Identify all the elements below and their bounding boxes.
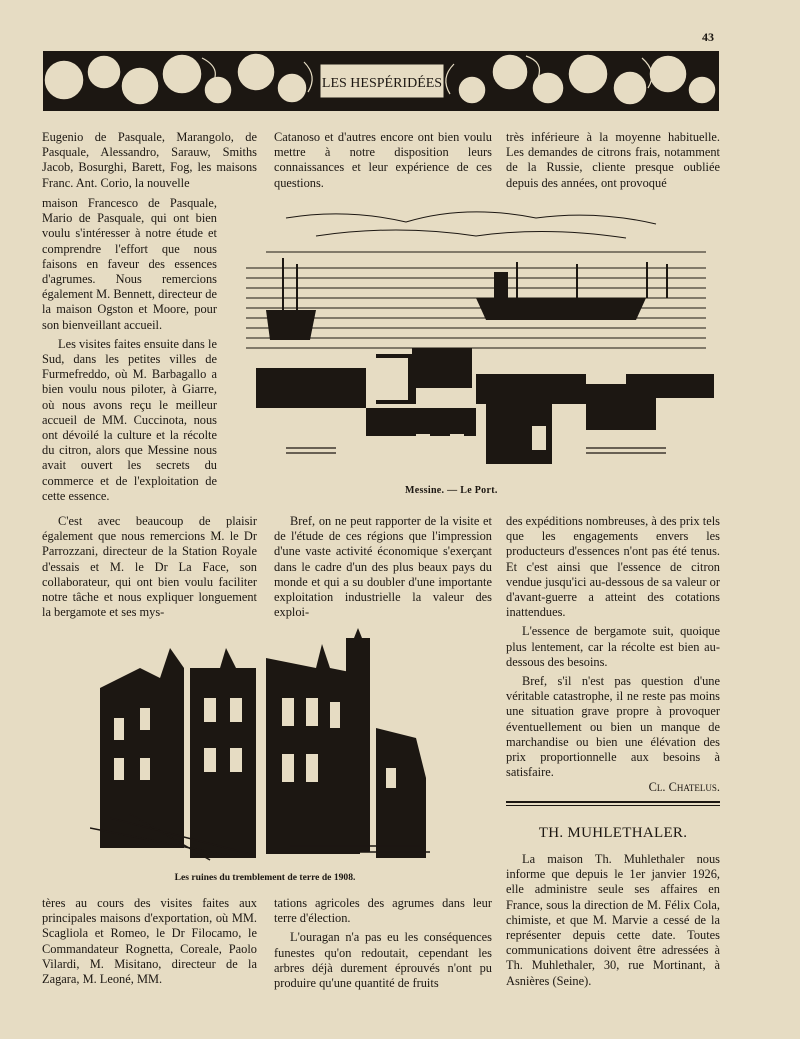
ruins-illustration (90, 628, 440, 862)
paragraph: maison Francesco de Pasquale, Mario de Pasquale, qui ont bien voulu s'intéresser à notre étude et comprendre l'effort que nous faisons en faveur des essences d'agrumes. Nous remercions également M. Bennett, directeur de la maison Ogston et Moore, pour son bienveillant accueil. (42, 196, 217, 332)
port-illustration (226, 198, 720, 472)
header-banner (42, 50, 720, 112)
column2-bottom-text (274, 896, 492, 991)
paragraph: L'essence de bergamote suit, quoique plus lentement, car la récolte est bien au-dessous des besoins. (506, 624, 720, 669)
paragraph: Eugenio de Pasquale, Marangolo, de Pasquale, Alessandro, Sarauw, Smiths Jacob, Bosurghi, Barett, Fog, les maisons Franc. Ant. Corio, la nouvelle (42, 130, 257, 190)
paragraph: tères au cours des visites faites aux principales maisons d'exportation, où MM. Scagliola et Romeo, le Dr Filocamo, le Commandateur Rognetta, Coreale, Paolo Vilardi, M. Misitano, directeur de la Zagara, M. Leoné, MM. (42, 896, 257, 987)
section-divider (506, 801, 720, 803)
paragraph: Les visites faites ensuite dans le Sud, dans les petites villes de Furmefreddo, où M. Barbagallo a bien voulu nous piloter, à Giarre, où nous avons reçu le meilleur accueil de MM. Cuccinota, nous ont dévoilé la culture et la récolte du citron, alors que Messine nous avait ouvert les secrets du commerce et de l'exploitation de cette essence. (42, 336, 217, 503)
column2-top-text (274, 130, 492, 191)
citrus-banner-illustration (42, 50, 720, 112)
column2-middle-band (274, 514, 492, 620)
paragraph: Catanoso et d'autres encore ont bien voulu mettre à notre disposition leurs connaissances et leur expérience de ces questions. (274, 130, 492, 190)
column1-bottom-text (42, 896, 257, 987)
paragraph: C'est avec beaucoup de plaisir également que nous remercions M. le Dr Parrozzani, directeur de la Station Royale d'essais et M. le Dr La Face, son collaborateur, qui ont bien voulu faciliter notre tâche et nous expliquer longuement la bergamote et ses mys- (42, 514, 257, 620)
paragraph: très inférieure à la moyenne habituelle. Les demandes de citrons frais, notamment de la Russie, cliente presque oubliée depuis des années, ont provoqué (506, 130, 720, 190)
column3-middle-band (506, 514, 720, 796)
section-divider (506, 805, 720, 806)
paragraph: tations agricoles des agrumes dans leur terre d'élection. (274, 896, 492, 926)
ruins-caption: Les ruines du tremblement de terre de 1908. (174, 872, 356, 883)
column1-middle-band (42, 514, 257, 620)
column3-bottom-text (506, 852, 720, 989)
signature: Cl. Chatelus. (648, 780, 720, 795)
column3-top-text (506, 130, 720, 191)
paragraph: L'ouragan n'a pas eu les conséquences funestes qu'on redoutait, cependant les arbres déjà durement éprouvés n'ont pu produire qu'une quantité de fruits (274, 930, 492, 991)
column1-top-text (42, 130, 257, 191)
banner-title: LES HESPÉRIDÉES (321, 76, 443, 91)
port-caption: Messine. — Le Port. (405, 485, 498, 496)
paragraph: des expéditions nombreuses, à des prix tels que les engagements envers les producteurs d'essences n'ont pas été tenus. Et c'est ainsi que l'essence de citron vendue jusqu'ici au-dessous de sa valeur or d'avant-guerre a atteint des cotations inattendues. (506, 514, 720, 620)
paragraph: Bref, on ne peut rapporter de la visite et de l'étude de ces régions que l'impression d'une vaste activité économique s'exerçant dans le cadre d'un des plus beaux pays du monde et qui a su doubler d'une importante exploitation industrielle la valeur des exploi- (274, 514, 492, 620)
paragraph: Bref, s'il n'est pas question d'une véritable catastrophe, il ne reste pas moins une situation grave propre à provoquer éventuellement ou bien un manque de marchandise ou bien une élévation des prix proportionnelle aux besoins à satisfaire. (506, 674, 720, 780)
column1-middle-text (42, 196, 217, 504)
page-number: 43 (702, 30, 714, 44)
section-title: TH. MUHLETHALER. (538, 825, 688, 841)
paragraph: La maison Th. Muhlethaler nous informe que depuis le 1er janvier 1926, elle administre seule ses affaires en France, sous la direction de M. Félix Cola, chimiste, et que M. Marvie a cessé de la représenter depuis cette date. Toutes communications doivent être adressées à Th. Muhlethaler, 30, rue Mortinant, à Asnières (Seine). (506, 852, 720, 988)
